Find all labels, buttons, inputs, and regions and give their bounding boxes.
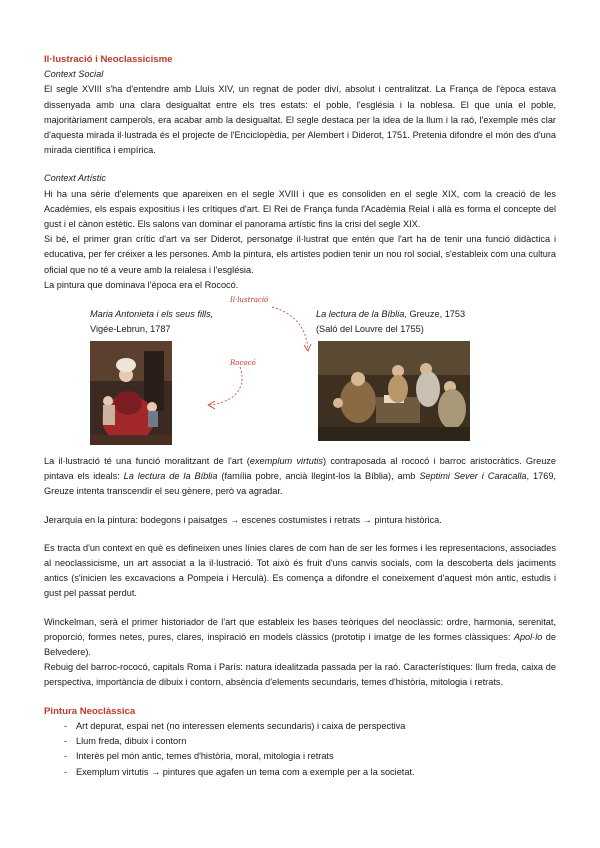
paragraph: Hi ha una sèrie d'elements que apareixen en el segle XVIII i que es consoliden en el segle XIX, com la creació de les Acadèmies, els espais expositius i les crítiques d'art. El Rei de França funda l'Acadèmia Reial i allà es forma el concepte del gust i el cànon estètic. Els salons van dominar el panorama artístic fins la crisi del segle XIX. (44, 188, 556, 230)
list-item: - Llum freda, dibuix i contorn (64, 736, 187, 747)
list-item: - Interès pel món antic, temes d'història, moral, mitologia i retrats (64, 751, 334, 762)
paragraph: Es tracta d'un context en què es defineixen unes línies clares de com han de ser les formes i les representacions, associades al neoclassicisme, un art associat a la il·lustració. Tot això és fruit d'uns canvis socials, com la descoberta dels jaciments antics (s'inicien les excavacions a Pompeia i Herculà). Es comença a difondre el coneixement d'aquest món antic, estudis i gust pel passat perdut. (44, 542, 556, 599)
figure-caption-left: Maria Antonieta i els seus fills, Vigée-Lebrun, 1787 (90, 309, 214, 335)
annotation-illustracio: Il·lustració (230, 296, 269, 305)
paragraph: Jerarquia en la pintura: bodegons i paisatges → escenes costumistes i retrats → pintura històrica. (44, 514, 442, 525)
subsection-title: Context Artístic (44, 173, 106, 184)
annotation-rococo: Rococó (230, 359, 256, 368)
paragraph: El segle XVIII s'ha d'entendre amb Lluís XIV, un regnat de poder diví, absolut i centralitzat. La França de l'època estava dissenyada amb una clara desigualtat entre els tres estats: el poble, l'església i la noblesa. El que unia el poble, majoritàriament camperols, era acabar amb la desigualtat. El segle destaca per la idea de la llum i la raó, l'exemple més clar d'aquesta mirada il·lustrada és el projecte de l'Enciclopèdia, per Alembert i Diderot, 1751. Pretenia difondre el món des d'una mirada científica i empírica. (44, 84, 556, 156)
paragraph: Si bé, el primer gran crític d'art va ser Diderot, personatge il·lustrat que entén que l'art ha de tenir una funció didàctica i educativa, per fer créixer a les persones. Amb la pintura, els artistes podien tenir un nou rol social, s'estableix com una cultura oficial que no té a veure amb la reialesa i l'església. (44, 234, 556, 275)
painting-vigee-lebrun-image (90, 341, 172, 445)
paragraph: Rebuig del barroc-rococó, capitals Roma i París: natura idealitzada passada per la raó. Característiques: llum freda, caixa de perspectiva, importància de dibuix i contorn, absència d'elements secundaris, temes d'història, mitologia i retrats. (44, 662, 556, 688)
section-title: Il·lustració i Neoclassicisme (44, 54, 173, 65)
paragraph: La il·lustració té una funció moralitzant de l'art (exemplum virtutis) contraposada al rococó i barroc aristocràtics. Greuze pintava els ideals: La lectura de la Bíblia (família pobre, ancià llegint-los la Bíblia), amb Septimi Sever i Caracalla, 1769, Greuze intenta transcendir el seu gènere, però va agradar. (44, 456, 557, 497)
figures-row (44, 293, 556, 445)
subsection-title: Context Social (44, 69, 104, 80)
section-title: Pintura Neoclàssica (44, 705, 136, 717)
painting-greuze-image (318, 341, 470, 441)
bullet-list (44, 719, 556, 780)
figure-caption-right: La lectura de la Bíblia, Greuze, 1753 (Saló del Louvre del 1755) (316, 309, 466, 335)
list-item: - Art depurat, espai net (no interessen elements secundaris) i caixa de perspectiva (64, 720, 406, 731)
document-page (44, 52, 556, 780)
list-item: - Exemplum virtutis → pintures que agafen un tema com a exemple per a la societat. (64, 766, 415, 777)
paragraph: La pintura que dominava l'època era el Rococó. (44, 279, 239, 290)
paragraph: Winckelman, serà el primer historiador de l'art que estableix les bases teòriques del neoclàssic: ordre, harmonia, serenitat, proporció, formes netes, pures, clares, inspiració en models clàssics (prototip i imatge de les formes clàssiques: Apol·lo de Belvedere). (44, 616, 556, 658)
